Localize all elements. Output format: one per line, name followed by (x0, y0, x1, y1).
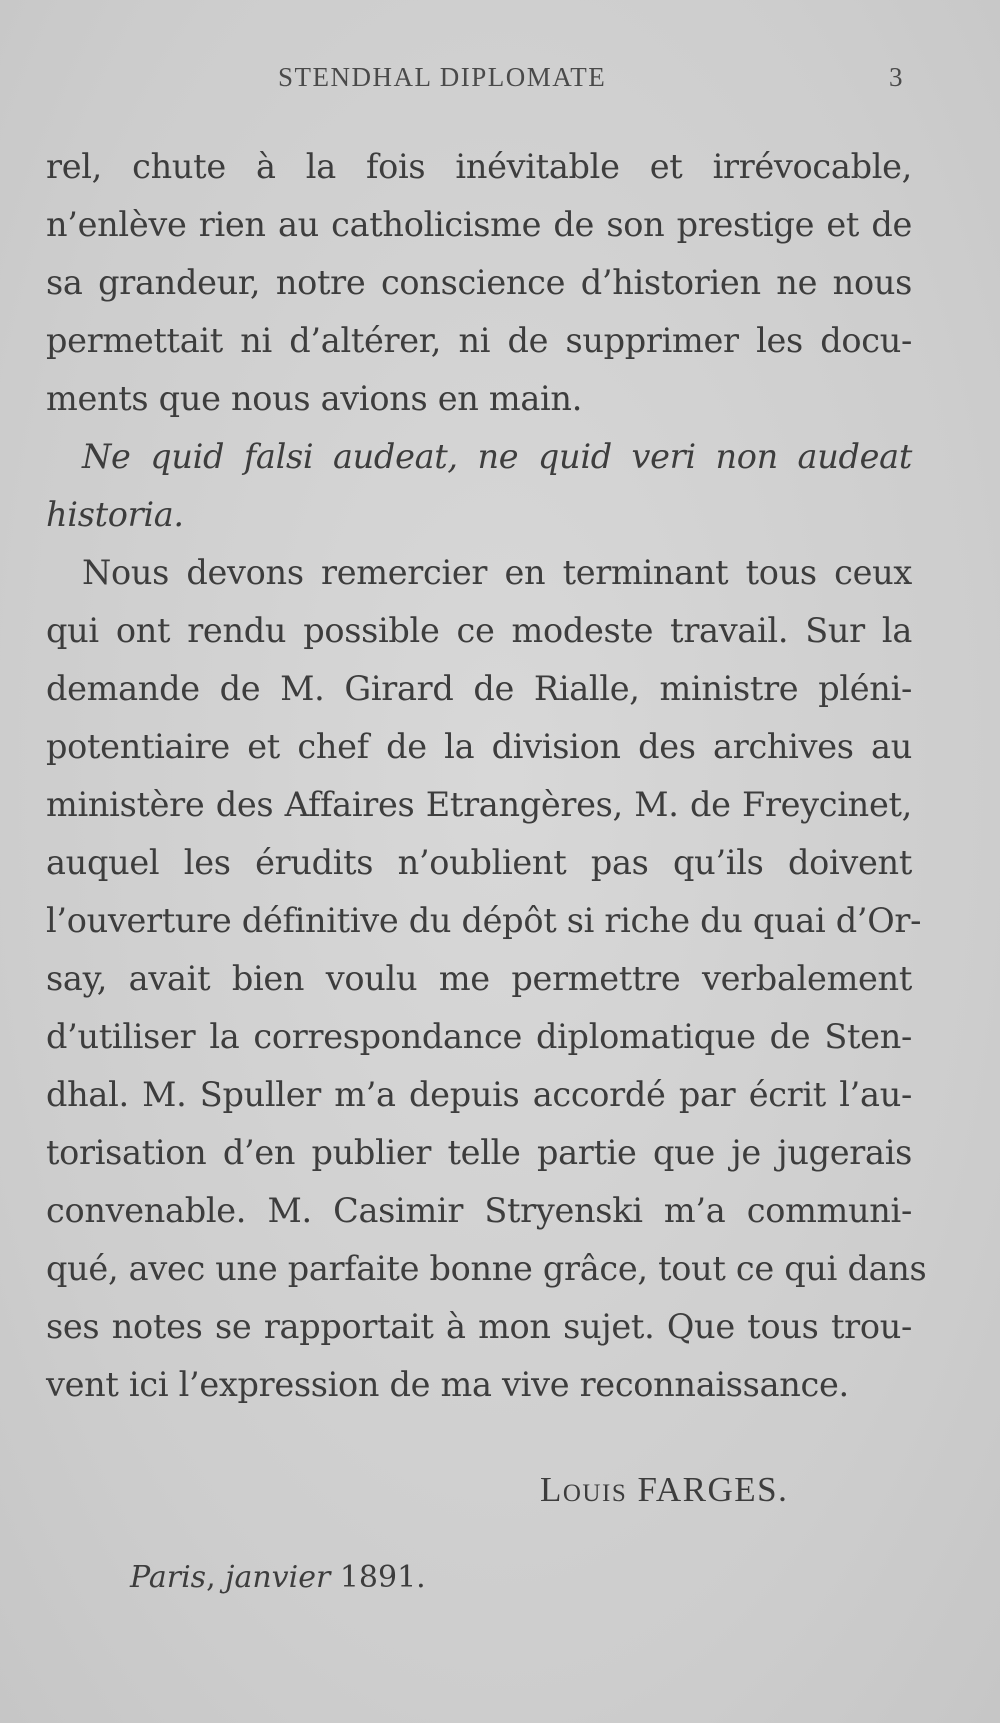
body-text (46, 138, 927, 1414)
dateline (130, 1560, 426, 1595)
text-line: potentiaire et chef de la division des archives au (46, 727, 912, 766)
paragraph-2 (46, 544, 927, 1414)
author-signature (540, 1470, 788, 1510)
text-line: qué, avec une parfaite bonne grâce, tout ce qui dans (46, 1249, 927, 1288)
text-line: say, avait bien voulu me permettre verbalement (46, 959, 912, 998)
text-line: qui ont rendu possible ce modeste travail. Sur la (46, 611, 912, 650)
text-line: n’enlève rien au catholicisme de son prestige et de (46, 205, 912, 244)
text-line: ments que nous avions en main. (46, 379, 583, 418)
dateline-separator: , (206, 1560, 226, 1595)
text-line: auquel les érudits n’oublient pas qu’ils doivent (46, 843, 912, 882)
text-line: dhal. M. Spuller m’a depuis accordé par écrit l’au- (46, 1075, 912, 1114)
page-header (0, 56, 1000, 96)
page-number: 3 (889, 62, 903, 92)
dateline-year: 1891. (330, 1560, 426, 1595)
text-line: ministère des Affaires Etrangères, M. de Freycinet, (46, 785, 912, 824)
dateline-place: Paris (130, 1560, 207, 1595)
latin-quote (46, 428, 912, 544)
text-line: torisation d’en publier telle partie que je jugerais (46, 1133, 912, 1172)
text-line: Nous devons remercier en terminant tous ceux (82, 553, 912, 592)
text-line: ses notes se rapportait à mon sujet. Que tous trou- (46, 1307, 912, 1346)
text-line: Ne quid falsi audeat, ne quid veri non audeat (82, 437, 912, 476)
text-line: demande de M. Girard de Rialle, ministre pléni- (46, 669, 912, 708)
text-line: permettait ni d’altérer, ni de supprimer les docu- (46, 321, 912, 360)
running-title: STENDHAL DIPLOMATE (278, 62, 607, 92)
signature-first-name: Louis (540, 1470, 628, 1509)
text-line: convenable. M. Casimir Stryenski m’a communi- (46, 1191, 912, 1230)
text-line: rel, chute à la fois inévitable et irrévocable, (46, 147, 912, 186)
text-line: d’utiliser la correspondance diplomatique de Sten- (46, 1017, 912, 1056)
dateline-month: janvier (225, 1560, 331, 1595)
text-line: historia. (46, 495, 184, 534)
text-line: l’ouverture définitive du dépôt si riche du quai d’Or- (46, 901, 922, 940)
paragraph-1 (46, 138, 912, 428)
text-line: vent ici l’expression de ma vive reconnaissance. (46, 1365, 849, 1404)
text-line: sa grandeur, notre conscience d’historien ne nous (46, 263, 912, 302)
signature-last-name: FARGES. (637, 1470, 789, 1509)
